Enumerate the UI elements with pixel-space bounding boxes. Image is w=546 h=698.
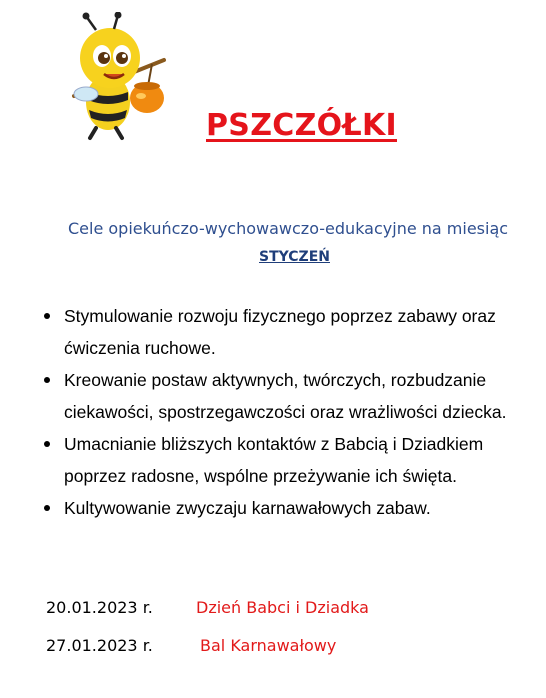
bee-with-honey-pot-icon bbox=[52, 12, 172, 142]
event-name: Dzień Babci i Dziadka bbox=[196, 598, 369, 617]
month-heading: STYCZEŃ bbox=[259, 249, 330, 265]
event-row bbox=[46, 636, 337, 655]
bullet-icon bbox=[44, 505, 50, 511]
goal-text: Kultywowanie zwyczaju karnawałowych zabaw. bbox=[64, 498, 431, 518]
bullet-icon bbox=[44, 377, 50, 383]
event-date: 20.01.2023 r. bbox=[46, 598, 153, 617]
event-name: Bal Karnawałowy bbox=[200, 636, 337, 655]
goals-list bbox=[40, 300, 540, 524]
goal-text: Stymulowanie rozwoju fizycznego poprzez zabawy oraz ćwiczenia ruchowe. bbox=[64, 306, 496, 358]
page-title: PSZCZÓŁKI bbox=[206, 108, 397, 143]
list-item bbox=[40, 300, 540, 364]
goal-text: Umacnianie bliższych kontaktów z Babcią i Dziadkiem poprzez radosne, wspólne przeżywanie ich święta. bbox=[64, 434, 484, 486]
subtitle: Cele opiekuńczo-wychowawczo-edukacyjne na miesiąc bbox=[68, 219, 509, 238]
goal-text: Kreowanie postaw aktywnych, twórczych, rozbudzanie ciekawości, spostrzegawczości oraz wrażliwości dziecka. bbox=[64, 370, 507, 422]
list-item bbox=[40, 364, 540, 428]
list-item bbox=[40, 492, 540, 524]
bullet-icon bbox=[44, 441, 50, 447]
bullet-icon bbox=[44, 313, 50, 319]
event-row bbox=[46, 598, 369, 617]
list-item bbox=[40, 428, 540, 492]
event-date: 27.01.2023 r. bbox=[46, 636, 153, 655]
